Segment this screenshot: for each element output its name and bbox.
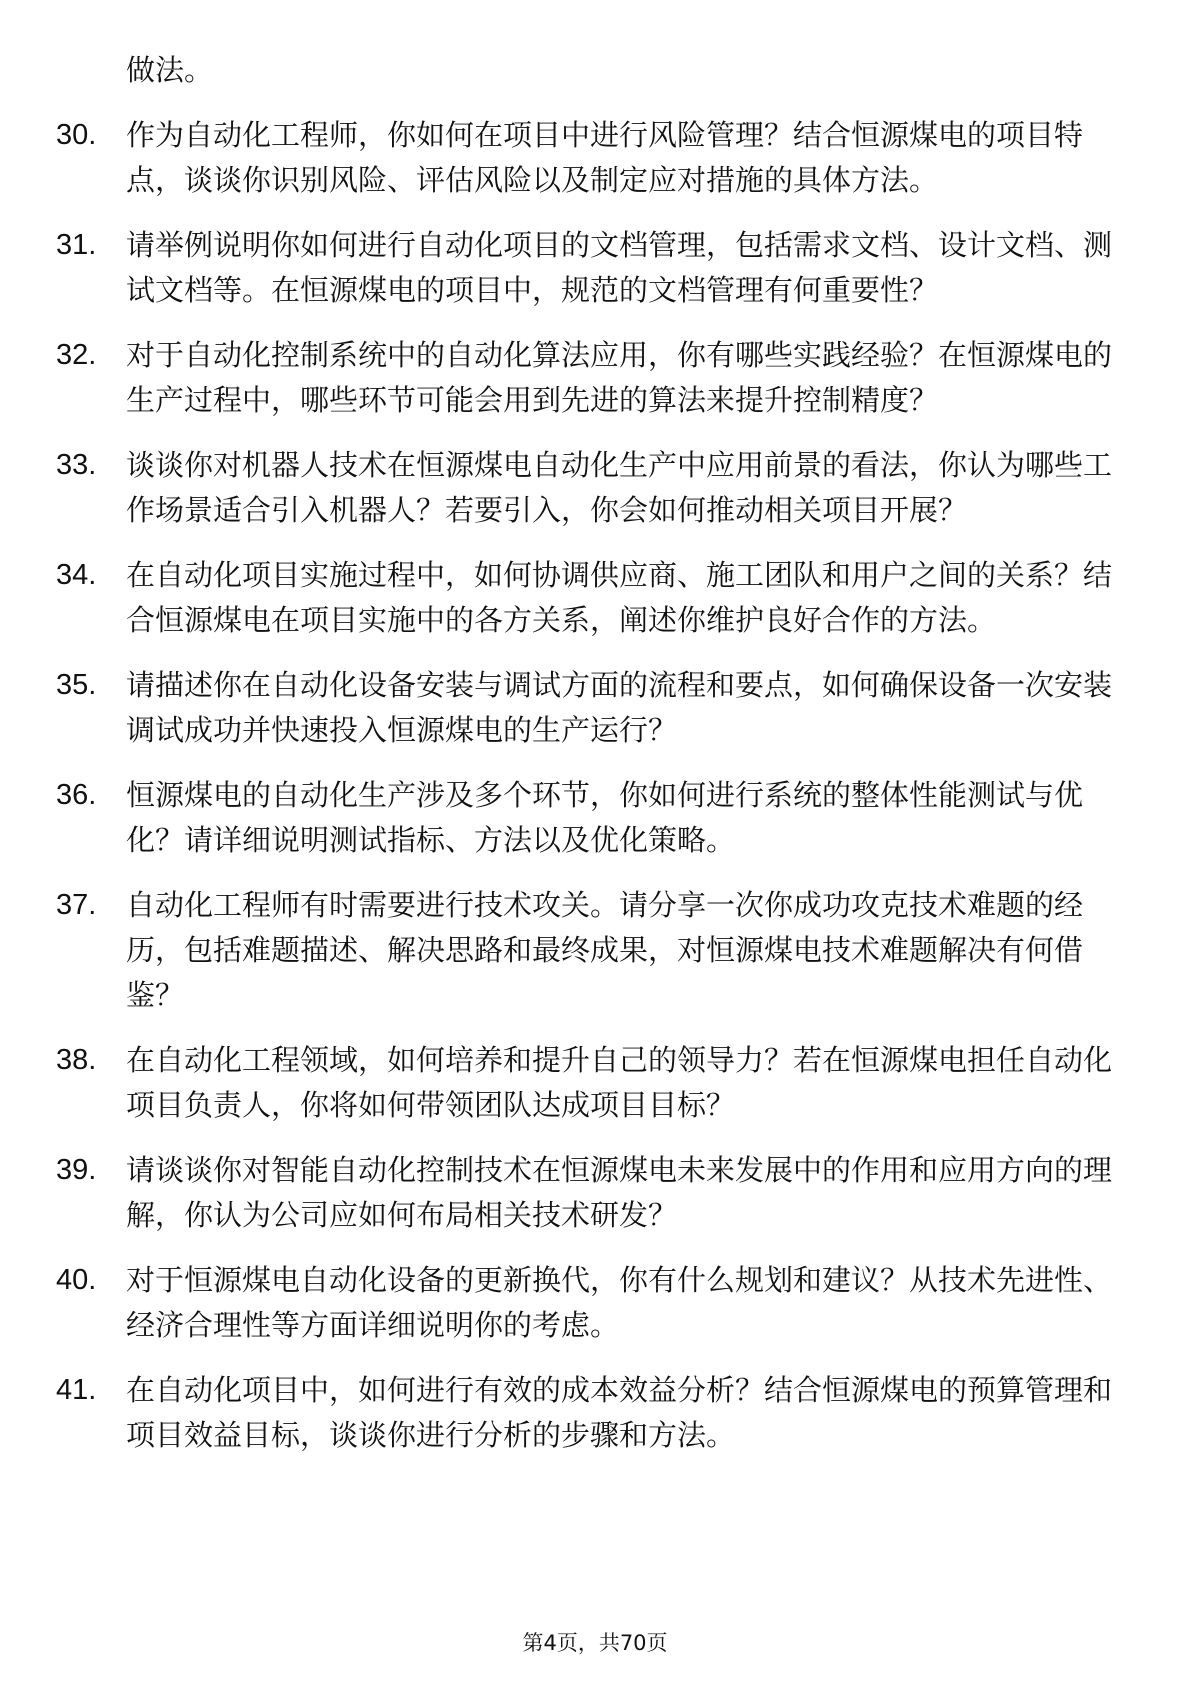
- question-list: [56, 113, 1116, 1478]
- question-number: 36.: [56, 779, 97, 811]
- question-item: [56, 223, 1116, 313]
- question-number: 31.: [56, 229, 97, 261]
- question-number: 32.: [56, 339, 97, 371]
- question-number: 41.: [56, 1374, 97, 1406]
- question-number: 35.: [56, 669, 97, 701]
- question-text: 对于自动化控制系统中的自动化算法应用，你有哪些实践经验？在恒源煤电的生产过程中，哪些环节可能会用到先进的算法来提升控制精度？: [126, 338, 1113, 417]
- question-item: [56, 113, 1116, 203]
- question-item: [56, 1258, 1116, 1348]
- question-item: [56, 663, 1116, 753]
- question-text: 恒源煤电的自动化生产涉及多个环节，你如何进行系统的整体性能测试与优化？请详细说明测试指标、方法以及优化策略。: [126, 778, 1084, 857]
- question-text: 在自动化工程领域，如何培养和提升自己的领导力？若在恒源煤电担任自动化项目负责人，你将如何带领团队达成项目目标？: [126, 1043, 1113, 1122]
- page-footer: 第4页，共70页: [522, 1631, 668, 1655]
- question-item: [56, 553, 1116, 643]
- question-item: [56, 1148, 1116, 1238]
- question-text: 请谈谈你对智能自动化控制技术在恒源煤电未来发展中的作用和应用方向的理解，你认为公司应如何布局相关技术研发？: [126, 1153, 1113, 1232]
- question-number: 37.: [56, 889, 97, 921]
- question-text: 在自动化项目中，如何进行有效的成本效益分析？结合恒源煤电的预算管理和项目效益目标，谈谈你进行分析的步骤和方法。: [126, 1373, 1113, 1452]
- question-item: [56, 1038, 1116, 1128]
- question-number: 34.: [56, 559, 97, 591]
- question-number: 39.: [56, 1154, 97, 1186]
- question-text: 在自动化项目实施过程中，如何协调供应商、施工团队和用户之间的关系？结合恒源煤电在项目实施中的各方关系，阐述你维护良好合作的方法。: [126, 558, 1113, 637]
- question-item: [56, 333, 1116, 423]
- question-text: 请描述你在自动化设备安装与调试方面的流程和要点，如何确保设备一次安装调试成功并快速投入恒源煤电的生产运行？: [126, 668, 1113, 747]
- question-text: 请举例说明你如何进行自动化项目的文档管理，包括需求文档、设计文档、测试文档等。在恒源煤电的项目中，规范的文档管理有何重要性？: [126, 228, 1113, 307]
- question-text: 对于恒源煤电自动化设备的更新换代，你有什么规划和建议？从技术先进性、经济合理性等方面详细说明你的考虑。: [126, 1263, 1113, 1342]
- question-text: 谈谈你对机器人技术在恒源煤电自动化生产中应用前景的看法，你认为哪些工作场景适合引入机器人？若要引入，你会如何推动相关项目开展？: [126, 448, 1113, 527]
- continued-text: 做法。: [126, 53, 214, 87]
- question-item: [56, 1368, 1116, 1458]
- question-text: 作为自动化工程师，你如何在项目中进行风险管理？结合恒源煤电的项目特点，谈谈你识别风险、评估风险以及制定应对措施的具体方法。: [126, 118, 1084, 197]
- question-item: [56, 773, 1116, 863]
- question-number: 33.: [56, 449, 97, 481]
- question-number: 38.: [56, 1044, 97, 1076]
- question-number: 30.: [56, 119, 97, 151]
- question-item: [56, 443, 1116, 533]
- question-text: 自动化工程师有时需要进行技术攻关。请分享一次你成功攻克技术难题的经历，包括难题描述、解决思路和最终成果，对恒源煤电技术难题解决有何借鉴？: [126, 888, 1084, 1012]
- question-number: 40.: [56, 1264, 97, 1296]
- question-item: [56, 883, 1116, 1018]
